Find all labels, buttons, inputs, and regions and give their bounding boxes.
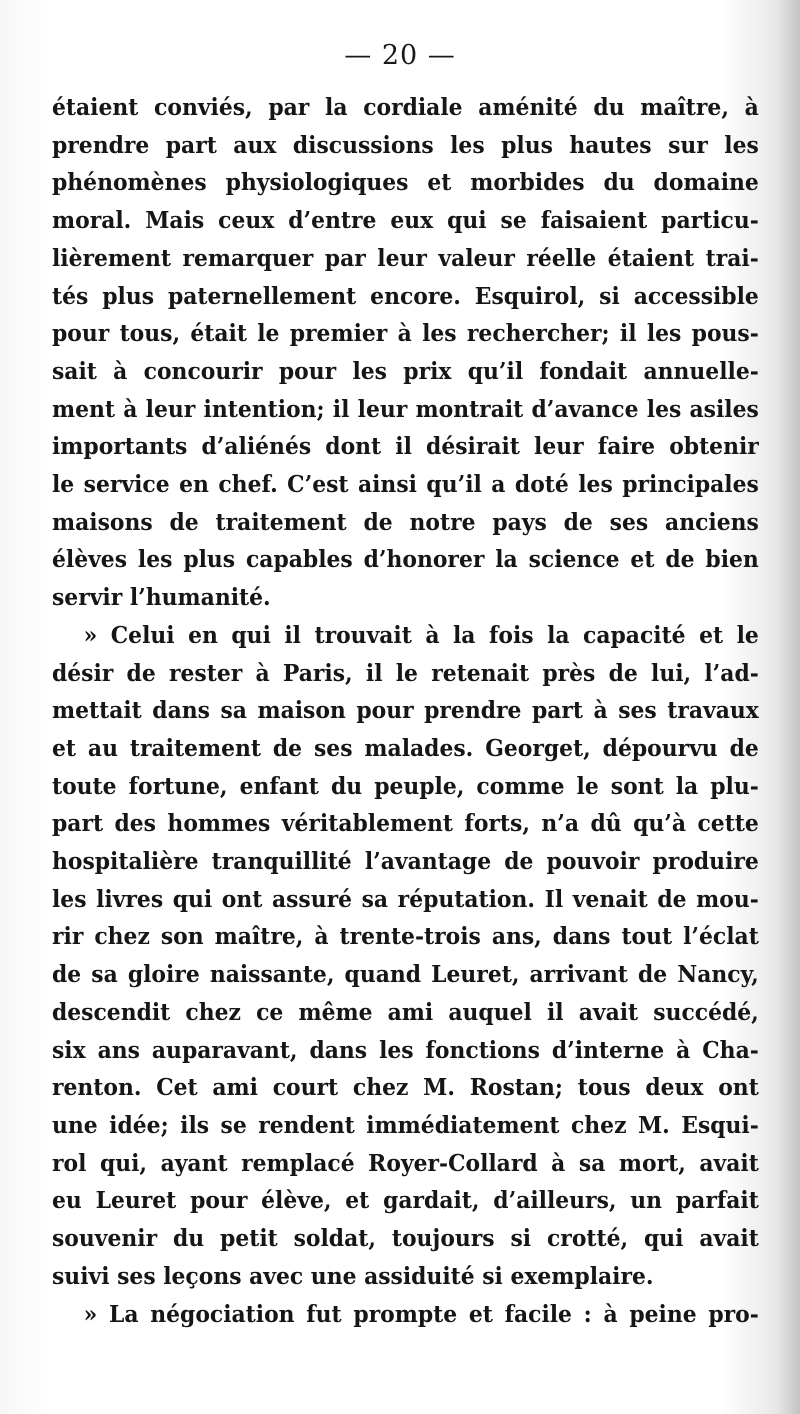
text-line: importants d’aliénés dont il désirait leur faire obtenir — [52, 432, 759, 461]
text-line: part des hommes véritablement forts, n’a dû qu’à cette — [52, 809, 759, 838]
text-line: servir l’humanité. — [52, 583, 271, 612]
text-line: maisons de traitement de notre pays de ses anciens — [52, 507, 759, 536]
text-line: tés plus paternellement encore. Esquirol, si accessible — [52, 281, 759, 310]
text-line: élèves les plus capables d’honorer la science et de bien — [52, 545, 759, 574]
paragraph-start-line: » Celui en qui il trouvait à la fois la capacité et le — [83, 620, 759, 649]
text-line: mettait dans sa maison pour prendre part à ses travaux — [52, 696, 759, 725]
text-line: renton. Cet ami court chez M. Rostan; tous deux ont — [52, 1073, 759, 1102]
body-text — [52, 89, 759, 1333]
text-line: rir chez son maître, à trente-trois ans, dans tout l’éclat — [52, 922, 759, 951]
text-line: pour tous, était le premier à les rechercher; il les pous- — [52, 319, 759, 348]
text-line: moral. Mais ceux d’entre eux qui se faisaient particu- — [52, 206, 759, 235]
text-line: le service en chef. C’est ainsi qu’il a doté les principales — [52, 470, 759, 499]
text-line: suivi ses leçons avec une assiduité si exemplaire. — [52, 1261, 654, 1290]
text-line: eu Leuret pour élève, et gardait, d’ailleurs, un parfait — [52, 1186, 759, 1215]
text-line: hospitalière tranquillité l’avantage de pouvoir produire — [52, 847, 759, 876]
page-number: — 20 — — [344, 40, 456, 71]
text-line: une idée; ils se rendent immédiatement chez M. Esqui- — [52, 1110, 759, 1139]
text-line: six ans auparavant, dans les fonctions d’interne à Cha- — [52, 1035, 759, 1064]
text-line: les livres qui ont assuré sa réputation. Il venait de mou- — [52, 884, 759, 913]
text-line: descendit chez ce même ami auquel il avait succédé, — [52, 997, 759, 1026]
paragraph-start-line: » La négociation fut prompte et facile : à peine pro- — [83, 1299, 759, 1328]
text-line: rol qui, ayant remplacé Royer-Collard à sa mort, avait — [52, 1148, 759, 1177]
text-line: lièrement remarquer par leur valeur réelle étaient trai- — [52, 243, 759, 272]
text-line: désir de rester à Paris, il le retenait près de lui, l’ad- — [52, 658, 759, 687]
text-line: étaient conviés, par la cordiale aménité du maître, à — [52, 93, 759, 121]
page-edge-shadow — [778, 0, 800, 1414]
text-line: toute fortune, enfant du peuple, comme le sont la plu- — [52, 771, 759, 800]
text-line: phénomènes physiologiques et morbides du domaine — [52, 168, 759, 197]
text-line: et au traitement de ses malades. Georget, dépourvu de — [52, 733, 759, 762]
text-line: souvenir du petit soldat, toujours si crotté, qui avait — [52, 1224, 759, 1253]
text-line: ment à leur intention; il leur montrait d’avance les asiles — [52, 394, 759, 423]
text-line: sait à concourir pour les prix qu’il fondait annuelle- — [52, 356, 759, 385]
text-line: de sa gloire naissante, quand Leuret, arrivant de Nancy, — [52, 960, 759, 989]
text-line: prendre part aux discussions les plus hautes sur les — [52, 130, 759, 159]
